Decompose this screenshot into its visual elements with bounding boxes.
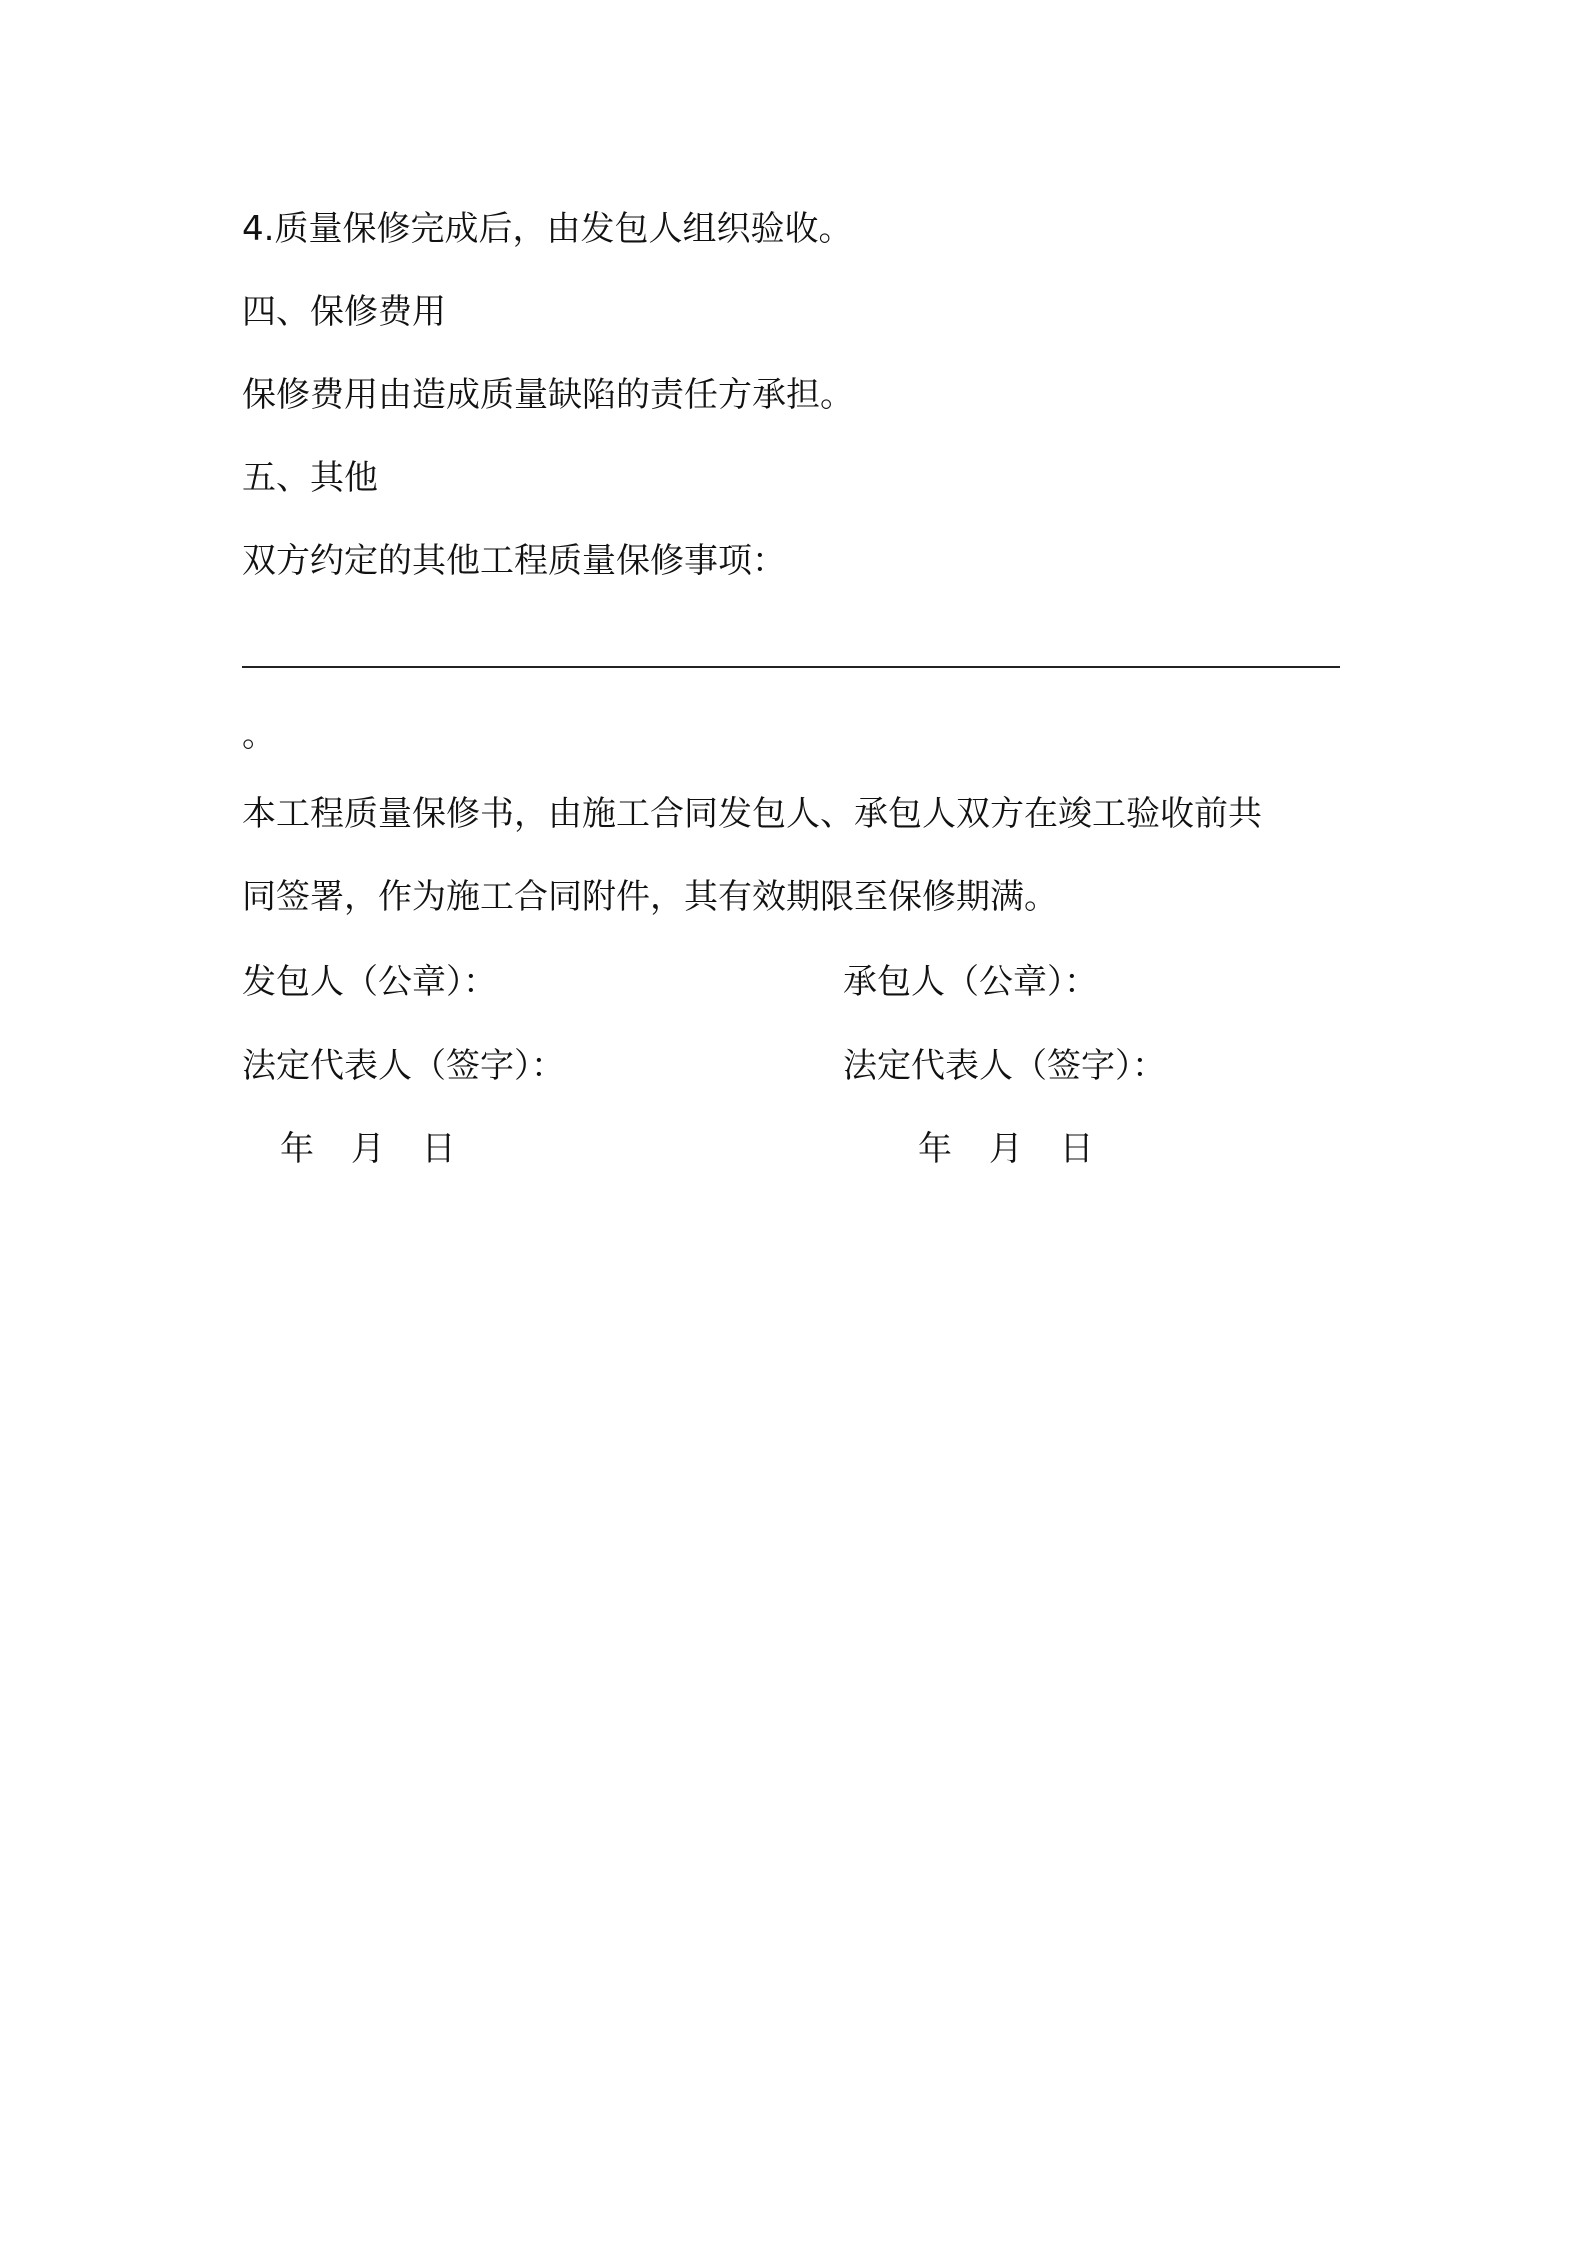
fill-in-blank-line xyxy=(242,666,1340,668)
employer-date-line xyxy=(280,1126,482,1172)
section-4-text: 保修费用由造成质量缺陷的责任方承担。 xyxy=(242,375,854,415)
contractor-date-year: 年 xyxy=(918,1129,952,1169)
section-5-heading: 五、其他 xyxy=(242,458,378,498)
blank-end-punctuation: 。 xyxy=(242,715,276,755)
closing-text-line-2: 同签署，作为施工合同附件，其有效期限至保修期满。 xyxy=(242,877,1058,917)
employer-date-year: 年 xyxy=(280,1129,314,1169)
section-5-text: 双方约定的其他工程质量保修事项： xyxy=(242,541,786,581)
clause-4-text: 4.质量保修完成后，由发包人组织验收。 xyxy=(242,209,853,249)
employer-seal-label: 发包人（公章）： xyxy=(242,962,497,1002)
employer-representative-label: 法定代表人（签字）： xyxy=(242,1046,565,1086)
contractor-date-month: 月 xyxy=(988,1129,1023,1169)
section-4-heading: 四、保修费用 xyxy=(242,292,446,332)
contractor-representative-label: 法定代表人（签字）： xyxy=(843,1046,1166,1086)
contractor-date-line xyxy=(918,1126,1120,1172)
contractor-seal-label: 承包人（公章）： xyxy=(843,962,1098,1002)
employer-date-day: 日 xyxy=(421,1129,456,1169)
contractor-date-day: 日 xyxy=(1059,1129,1094,1169)
employer-date-month: 月 xyxy=(350,1129,385,1169)
closing-text-line-1: 本工程质量保修书，由施工合同发包人、承包人双方在竣工验收前共 xyxy=(242,794,1262,834)
